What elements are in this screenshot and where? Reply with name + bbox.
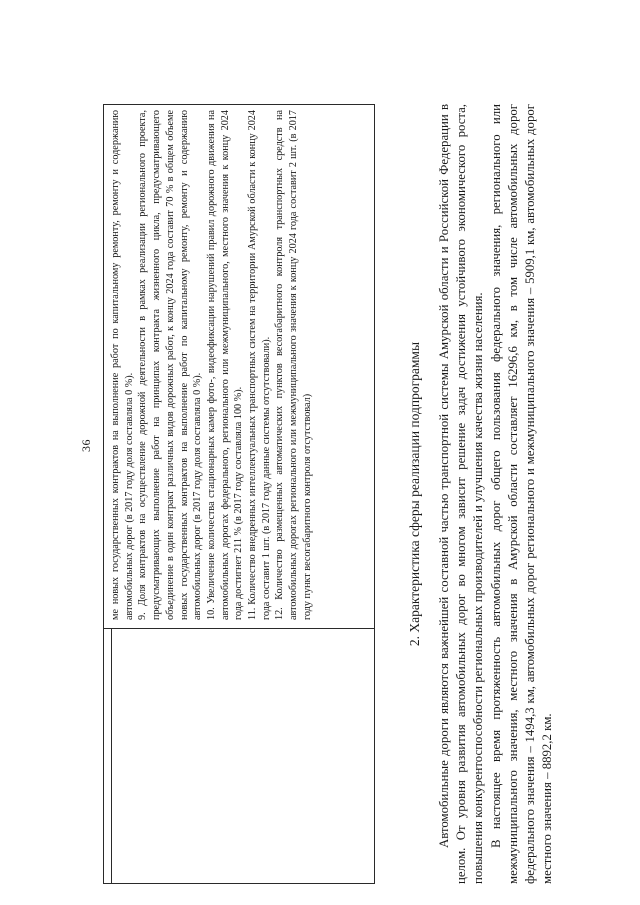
indicators-table (103, 104, 375, 884)
page-number: 36 (79, 439, 93, 452)
table-paragraph: 12. Количество размещенных автоматических пунктов весогабаритного контроля транспортных средств на автомобильных дорогах регионального или межмуниципального значения к концу 2024 года составит 2 шт. (в 2017 году пункт весогабаритного контроля отсутствовал) (274, 110, 313, 620)
table-paragraph: 9. Доля контрактов на осуществление дорожной деятельности в рамках реализации регионального проекта, предусматривающих выполнение работ на принципах контракта жизненного цикла, предусматривающего объединение в один контракт различных видов дорожных работ, к концу 2024 года составит 70 % в общем объеме новых государственных контрактов на выполнение работ по капитальному ремонту, ремонту и содержанию автомобильных дорог (в 2017 году доля составляла 0 %). (137, 110, 204, 620)
rotated-page-content (103, 104, 593, 884)
body-paragraph: Автомобильные дороги являются важнейшей составной частью транспортной системы Амурской области и Российской Федерации в целом. От уровня развития автомобильных дорог во многом зависит решение задач достижения устойчивого экономического роста, повышения конкурентоспособности региональных производителей и улучшения качества жизни населения. (437, 104, 486, 884)
section-heading: 2. Характеристика сферы реализации подпрограммы (407, 341, 422, 647)
table-left-cell (104, 628, 374, 883)
table-right-cell (109, 110, 315, 620)
table-paragraph: 10. Увеличение количества стационарных камер фото-, видеофиксации нарушений правил дорожного движения на автомобильных дорогах федерального, регионального или межмуниципального, местного значения к концу 2024 года достигнет 211 % (в 2017 году составляла 100 %). (205, 110, 245, 620)
body-paragraph: В настоящее время протяженность автомобильных дорог общего пользования федерального значения, регионального или межмуниципального значения, местного значения в Амурской области составляет 16296,6 км, в том числе автомобильных дорог федерального значения – 1494,3 км, автомобильных дорог регионального и межмуниципального значения – 5909,1 км, автомобильных дорог местного значения – 8892,2 км. (488, 104, 555, 884)
table-inner-divider (104, 629, 112, 883)
table-paragraph: 11. Количество внедренных интеллектуальных транспортных систем на территории Амурской области к концу 2024 года составит 1 шт. (в 2017 году данные системы отсутствовали). (247, 110, 272, 620)
section-body (436, 104, 556, 884)
table-paragraph: ме новых государственных контрактов на выполнение работ по капитальному ремонту, ремонту и содержанию автомобильных дорог (в 2017 году доля составляла 0 %). (110, 110, 135, 620)
